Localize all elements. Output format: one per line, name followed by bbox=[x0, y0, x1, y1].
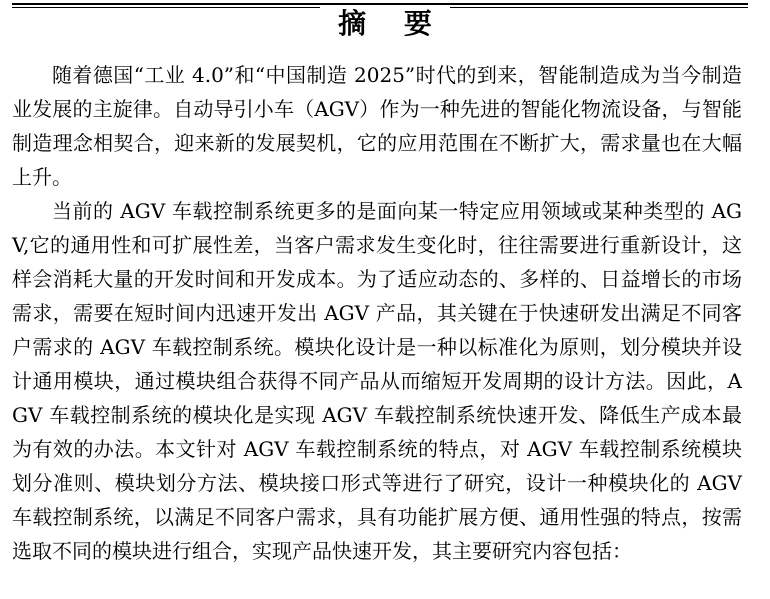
abstract-title: 摘 要 bbox=[320, 7, 450, 40]
abstract-paragraph-2: 当前的 AGV 车载控制系统更多的是面向某一特定应用领域或某种类型的 AGV,它的通用性和可扩展性差，当客户需求发生变化时，往往需要进行重新设计，这样会消耗大量的开发时间和开发成本。为了适应动态的、多样的、日益增长的市场需求，需要在短时间内迅速开发出 AGV 产品，其关键在于快速研发出满足不同客户需求的 AGV 车载控制系统。模块化设计是一种以标准化为原则，划分模块并设计通用模块，通过模块组合获得不同产品从而缩短开发周期的设计方法。因此，AGV 车载控制系统的模块化是实现 AGV 车载控制系统快速开发、降低生产成本最为有效的办法。本文针对 AGV 车载控制系统的特点，对 AGV 车载控制系统模块划分准则、模块划分方法、模块接口形式等进行了研究，设计一种模块化的 AGV 车载控制系统，以满足不同客户需求，具有功能扩展方便、通用性强的特点，按需选取不同的模块进行组合，实现产品快速开发，其主要研究内容包括： bbox=[12, 199, 742, 563]
abstract-body bbox=[12, 58, 742, 568]
abstract-paragraph-1: 随着德国“工业 4.0”和“中国制造 2025”时代的到来，智能制造成为当今制造业发展的主旋律。自动导引小车（AGV）作为一种先进的智能化物流设备，与智能制造理念相契合，迎来新的发展契机，它的应用范围在不断扩大，需求量也在大幅上升。 bbox=[12, 63, 742, 189]
abstract-title-container bbox=[0, 4, 770, 44]
